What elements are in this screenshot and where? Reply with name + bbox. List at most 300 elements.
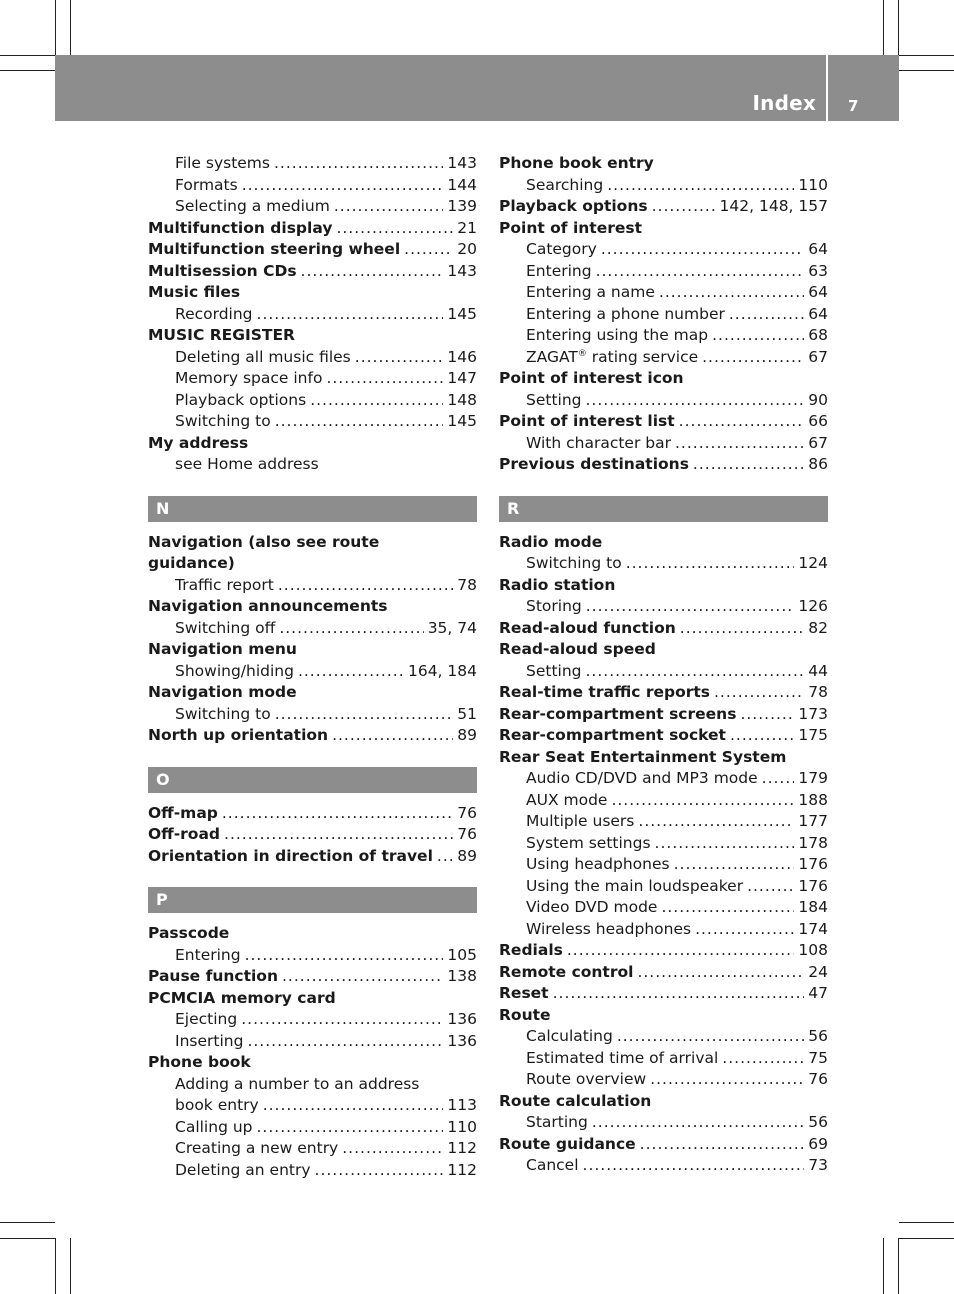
crop-mark: [0, 1222, 55, 1223]
dot-leader: [279, 618, 423, 640]
entry-label: [148, 923, 229, 945]
index-term: [499, 153, 828, 175]
entry-label: [526, 919, 691, 941]
index-subentry: [148, 1160, 477, 1182]
dot-leader: [241, 1009, 443, 1031]
entry-label: [499, 618, 676, 640]
entry-label: [175, 945, 241, 967]
entry-label-text: Route guidance: [499, 1134, 636, 1153]
index-term: [148, 639, 477, 661]
entry-label-text: Selecting a medium: [175, 197, 330, 215]
dot-leader: [282, 966, 443, 988]
index-subentry: [499, 790, 828, 812]
entry-label-text: Point of interest: [499, 218, 643, 237]
page-reference: 56: [808, 1113, 828, 1131]
entry-label-text: Deleting all music files: [175, 347, 351, 366]
entry-label-text: Real-time traffic reports: [499, 683, 710, 701]
dot-leader: [586, 390, 805, 412]
entry-label: [499, 1134, 636, 1156]
dot-leader: [298, 661, 404, 683]
page-reference: 173: [798, 704, 828, 723]
index-term: [499, 747, 828, 769]
entry-label: [175, 1074, 419, 1096]
entry-label: [499, 218, 642, 240]
entry-label-text: Starting: [526, 1113, 588, 1131]
page-number: 7: [848, 97, 859, 115]
entry-label: [526, 1069, 646, 1091]
dot-leader: [553, 983, 805, 1005]
dot-leader: [275, 411, 444, 433]
page-reference: 126: [798, 597, 828, 615]
index-term: [499, 196, 828, 218]
dot-leader: [730, 725, 794, 747]
index-subentry: [499, 239, 828, 261]
entry-label: [148, 218, 332, 240]
page-reference: 174: [798, 919, 828, 938]
dot-leader: [747, 876, 794, 898]
entry-label-text: Route overview: [526, 1070, 647, 1088]
dot-leader: [222, 803, 453, 825]
entry-label-text: Redials: [499, 941, 563, 959]
entry-label-text: Read-aloud speed: [499, 640, 656, 658]
index-term: [148, 725, 477, 747]
dot-leader: [638, 811, 794, 833]
entry-label: [499, 682, 710, 704]
index-subentry: [148, 1138, 477, 1160]
entry-label: [148, 282, 240, 304]
dot-leader: [326, 368, 443, 390]
index-subentry: [499, 1112, 828, 1134]
dot-leader: [626, 553, 795, 575]
entry-label-text: Entering: [175, 945, 241, 964]
dot-leader: [586, 596, 795, 618]
page-reference: 176: [798, 855, 828, 873]
section-letter: O: [148, 767, 477, 793]
entry-label: [526, 876, 743, 898]
dot-leader: [342, 1138, 443, 1160]
entry-label: [499, 454, 689, 476]
entry-label: [526, 325, 708, 347]
crop-mark: [55, 0, 56, 55]
index-term: [148, 824, 477, 846]
entry-label: [526, 433, 671, 455]
index-term: [148, 282, 477, 304]
index-column-right: [499, 153, 828, 1177]
index-subentry: [499, 1155, 828, 1177]
section-letter: R: [499, 496, 828, 522]
page-reference: 178: [798, 833, 828, 852]
dot-leader: [596, 261, 805, 283]
index-term: [148, 803, 477, 825]
index-term: [499, 575, 828, 597]
entry-label-text: Category: [526, 240, 597, 258]
entry-label: [526, 347, 698, 369]
index-subentry: [499, 596, 828, 618]
dot-leader: [650, 1069, 804, 1091]
page-reference: 147: [447, 369, 477, 387]
entry-label-text: Ejecting: [175, 1010, 238, 1028]
crop-mark: [899, 1238, 954, 1239]
index-term: [499, 940, 828, 962]
index-subentry: [148, 1074, 477, 1096]
page-reference: 82: [808, 618, 828, 637]
index-term: [148, 923, 477, 945]
entry-label: [148, 596, 388, 618]
page-reference: 68: [808, 326, 828, 344]
index-term: [499, 962, 828, 984]
page-reference: 76: [808, 1070, 828, 1088]
index-subentry: [148, 175, 477, 197]
index-subentry: [148, 347, 477, 369]
index-term: [499, 454, 828, 476]
dot-leader: [437, 846, 453, 868]
index-subentry: [148, 390, 477, 412]
index-subentry: [148, 1031, 477, 1053]
entry-label: [499, 411, 675, 433]
index-term: [148, 261, 477, 283]
registered-mark: ®: [577, 348, 587, 359]
dot-leader: [740, 704, 794, 726]
entry-label-text: Inserting: [175, 1031, 244, 1050]
page-reference: 142, 148, 157: [719, 197, 828, 215]
entry-label-text: Storing: [526, 597, 582, 615]
page-reference: 64: [808, 283, 828, 301]
entry-label-text: Off-map: [148, 803, 218, 822]
index-term: [499, 1134, 828, 1156]
dot-leader: [674, 854, 795, 876]
page-reference: 110: [447, 1117, 477, 1136]
entry-label: [175, 304, 253, 326]
index-term: [148, 682, 477, 704]
index-term: [499, 218, 828, 240]
page-reference: 35, 74: [427, 618, 477, 637]
page-reference: 176: [798, 876, 828, 895]
page-reference: 143: [447, 261, 477, 280]
entry-label-text: Searching: [526, 175, 604, 194]
dot-leader: [607, 175, 794, 197]
entry-label: [526, 596, 582, 618]
page-reference: 145: [447, 304, 477, 323]
index-subentry: [148, 304, 477, 326]
dot-leader: [315, 1160, 444, 1182]
index-subentry: [499, 304, 828, 326]
index-term: [499, 1091, 828, 1113]
entry-label: [175, 618, 275, 640]
entry-label: [526, 175, 603, 197]
entry-label-text: Phone book: [148, 1053, 251, 1071]
dot-leader: [301, 261, 444, 283]
crop-mark: [70, 1238, 71, 1294]
index-term: [499, 618, 828, 640]
entry-label-text: Formats: [175, 175, 238, 194]
index-term: [148, 966, 477, 988]
page-reference: 64: [808, 304, 828, 323]
dot-leader: [586, 661, 805, 683]
page-reference: 177: [798, 812, 828, 830]
entry-label: [148, 1052, 251, 1074]
page-reference: 138: [447, 967, 477, 985]
index-subentry: [499, 811, 828, 833]
entry-label: [175, 704, 271, 726]
page-reference: 78: [808, 683, 828, 701]
entry-label: [526, 897, 657, 919]
dot-leader: [675, 433, 804, 455]
index-term: [499, 639, 828, 661]
dot-leader: [247, 1031, 443, 1053]
entry-label-text: Recording: [175, 304, 253, 323]
entry-label: [526, 304, 725, 326]
section-letter: P: [148, 887, 477, 913]
page-reference: 76: [457, 803, 477, 822]
entry-label: [148, 824, 220, 846]
entry-label: [499, 532, 602, 554]
dot-leader: [336, 218, 453, 240]
dot-leader: [592, 1112, 804, 1134]
page-reference: 112: [447, 1139, 477, 1157]
index-subentry: [499, 897, 828, 919]
index-subentry: [148, 196, 477, 218]
dot-leader: [310, 390, 443, 412]
index-subentry: [499, 919, 828, 941]
dot-leader: [583, 1155, 805, 1177]
entry-label: [499, 725, 726, 747]
page-reference: 20: [457, 240, 477, 258]
entry-label: [175, 1160, 311, 1182]
entry-label: [148, 846, 433, 868]
index-term: [148, 846, 477, 868]
page-reference: 75: [808, 1048, 828, 1067]
entry-label-text: Reset: [499, 984, 549, 1002]
dot-leader: [257, 304, 444, 326]
index-subentry: [499, 261, 828, 283]
index-subentry: [499, 282, 828, 304]
dot-leader: [680, 618, 804, 640]
entry-label: [148, 988, 336, 1010]
entry-label-text: With character bar: [526, 433, 671, 452]
entry-label-text: Radio station: [499, 575, 616, 594]
entry-label: [175, 1117, 253, 1139]
entry-label-text: Off-road: [148, 825, 221, 843]
entry-label-text: Rear-compartment socket: [499, 726, 726, 744]
dot-leader: [242, 175, 444, 197]
entry-label-text: Calculating: [526, 1027, 613, 1045]
index-term: [499, 532, 828, 554]
index-term: [148, 553, 477, 575]
entry-label-text: guidance): [148, 554, 235, 572]
index-term: [499, 368, 828, 390]
index-subentry: [148, 1117, 477, 1139]
dot-leader: [659, 282, 804, 304]
index-subentry: [148, 661, 477, 683]
entry-label-text: Showing/hiding: [175, 661, 294, 680]
entry-label-text: Using the main loudspeaker: [526, 876, 744, 895]
entry-label-text: Navigation menu: [148, 640, 297, 658]
entry-label-text: Multiple users: [526, 812, 635, 830]
dot-leader: [693, 454, 804, 476]
page-reference: 143: [447, 154, 477, 172]
entry-label-text: Setting: [526, 390, 582, 409]
entry-label-text: North up orientation: [148, 726, 329, 744]
index-term: [148, 596, 477, 618]
dot-leader: [762, 768, 795, 790]
page-reference: 136: [447, 1031, 477, 1050]
index-term: [148, 433, 477, 455]
index-subentry: [148, 368, 477, 390]
header-bar: [55, 55, 899, 121]
index-subentry: [499, 433, 828, 455]
dot-leader: [695, 919, 794, 941]
entry-label: [175, 575, 274, 597]
entry-label-text: Phone book entry: [499, 154, 654, 172]
page-title: Index: [752, 91, 816, 115]
entry-label: [148, 325, 295, 347]
entry-label-text: AUX mode: [526, 790, 608, 809]
entry-label-text: File systems: [175, 154, 270, 172]
page-reference: 113: [447, 1096, 477, 1114]
section-letter: N: [148, 496, 477, 522]
crop-mark: [0, 70, 55, 71]
page-reference: 112: [447, 1160, 477, 1179]
entry-label: [526, 1112, 588, 1134]
entry-label: [526, 790, 607, 812]
dot-leader: [652, 196, 716, 218]
entry-label: [175, 1009, 237, 1031]
crop-mark: [899, 70, 954, 71]
page-reference: 145: [447, 412, 477, 430]
dot-leader: [712, 325, 804, 347]
entry-label: [526, 239, 597, 261]
entry-label: [148, 261, 297, 283]
index-term: [499, 1005, 828, 1027]
entry-label-text: Switching to: [175, 704, 271, 723]
entry-label-text: Entering: [526, 261, 592, 280]
page-reference: 175: [798, 726, 828, 744]
page-reference: 179: [798, 769, 828, 787]
index-subentry: [499, 390, 828, 412]
entry-label: [175, 1138, 338, 1160]
dot-leader: [334, 196, 444, 218]
page-reference: 148: [447, 390, 477, 409]
entry-label: [148, 682, 297, 704]
entry-label: [526, 1048, 718, 1070]
header-divider: [826, 55, 828, 121]
dot-leader: [655, 833, 795, 855]
entry-label: [526, 661, 582, 683]
entry-label-text: Entering using the map: [526, 326, 709, 344]
index-subentry: [148, 618, 477, 640]
entry-label-text: Traffic report: [175, 575, 274, 594]
entry-label: [526, 811, 634, 833]
entry-label-text: Calling up: [175, 1117, 253, 1136]
crop-mark: [898, 1238, 899, 1294]
entry-label-text: Orientation in direction of travel: [148, 846, 433, 865]
entry-label-text: Memory space info: [175, 369, 323, 387]
index-term: [499, 983, 828, 1005]
entry-label-text: PCMCIA memory card: [148, 988, 336, 1007]
index-term: [499, 411, 828, 433]
dot-leader: [257, 1117, 444, 1139]
dot-leader: [567, 940, 795, 962]
index-subentry: [148, 1009, 477, 1031]
entry-label: [499, 1091, 651, 1113]
index-subentry: [148, 411, 477, 433]
entry-label: [175, 454, 319, 476]
entry-label: [175, 175, 238, 197]
entry-label-text: Remote control: [499, 962, 634, 981]
entry-label: [175, 411, 271, 433]
entry-label: [148, 803, 218, 825]
index-subentry: [499, 1069, 828, 1091]
index-subentry: [499, 1048, 828, 1070]
entry-label-text: Navigation (also see route: [148, 532, 380, 551]
entry-label: [499, 983, 549, 1005]
entry-label-text: Cancel: [526, 1156, 579, 1174]
entry-label: [526, 282, 655, 304]
page-reference: 67: [808, 433, 828, 452]
dot-leader: [722, 1048, 804, 1070]
entry-label: [175, 153, 270, 175]
entry-label: [499, 962, 633, 984]
entry-label: [148, 966, 278, 988]
entry-label-text: Radio mode: [499, 532, 603, 551]
page-reference: 188: [798, 790, 828, 809]
dot-leader: [274, 153, 443, 175]
index-subentry: [148, 153, 477, 175]
crop-mark: [55, 1238, 56, 1294]
dot-leader: [332, 725, 453, 747]
entry-label-text: Rear-compartment screens: [499, 704, 737, 723]
crop-mark: [899, 55, 954, 56]
index-subentry: [499, 661, 828, 683]
dot-leader: [263, 1095, 444, 1117]
entry-label-text: Wireless headphones: [526, 919, 692, 938]
entry-label-text: Multisession CDs: [148, 261, 297, 280]
page-reference: 66: [808, 412, 828, 430]
entry-label: [148, 433, 248, 455]
entry-label: [175, 196, 330, 218]
entry-label-text: Playback options: [499, 197, 648, 215]
page-reference: 136: [447, 1010, 477, 1028]
entry-label-text: Entering a name: [526, 283, 655, 301]
dot-leader: [275, 704, 454, 726]
page-reference: 105: [447, 945, 477, 964]
page-reference: 47: [808, 984, 828, 1002]
entry-label-text: System settings: [526, 833, 651, 852]
index-subentry: [499, 876, 828, 898]
entry-label: [526, 768, 758, 790]
entry-label-text: Entering a phone number: [526, 304, 725, 323]
entry-label: [148, 239, 400, 261]
page-reference: 139: [447, 197, 477, 215]
entry-label: [175, 390, 306, 412]
index-subentry: [499, 175, 828, 197]
entry-label: [526, 833, 651, 855]
crop-mark: [883, 0, 884, 55]
page-reference: 86: [808, 455, 828, 473]
index-term: [148, 532, 477, 554]
entry-label-text: Multifunction steering wheel: [148, 240, 401, 258]
index-subentry: [499, 347, 828, 369]
entry-label-text: ZAGAT: [526, 347, 578, 366]
entry-label-text: Multifunction display: [148, 218, 333, 237]
entry-label-text: Rear Seat Entertainment System: [499, 747, 787, 766]
entry-label: [499, 940, 563, 962]
entry-label-text: Passcode: [148, 924, 230, 942]
page-reference: 56: [808, 1027, 828, 1045]
crop-mark: [0, 1238, 55, 1239]
dot-leader: [611, 790, 794, 812]
entry-label-suffix: rating service: [586, 347, 699, 366]
